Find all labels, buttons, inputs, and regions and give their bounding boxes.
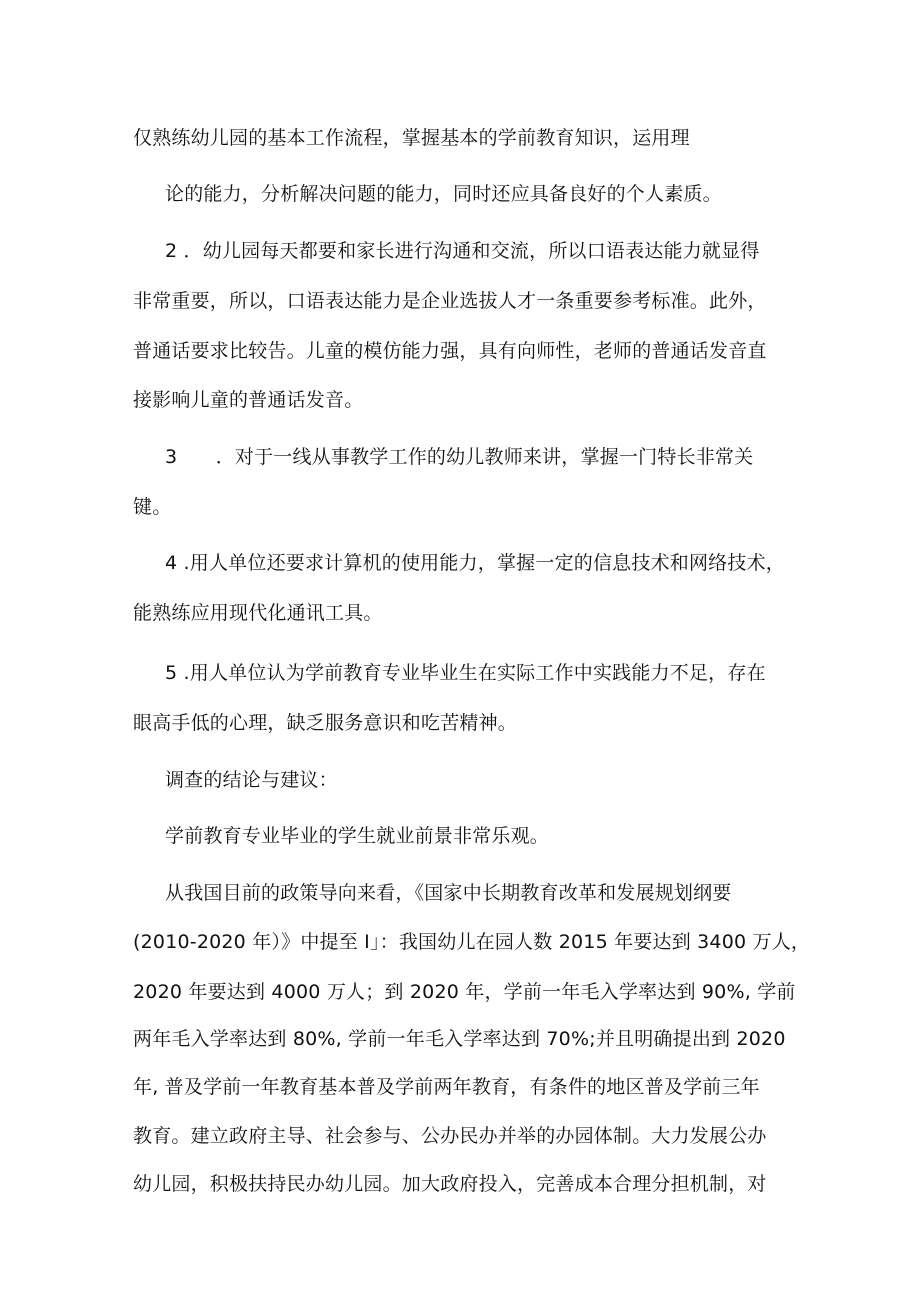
text-line: 教育。建立政府主导、社会参与、公办民办并举的办园体制。大力发展公办: [133, 1125, 767, 1147]
text-line: 5 .用人单位认为学前教育专业毕业生在实际工作中实践能力不足，存在: [165, 662, 766, 684]
text-line: 接影响儿童的普通话发音。: [133, 389, 364, 411]
text-line: 键。: [133, 496, 172, 518]
text-line: 眼高手低的心理，缺乏服务意识和吃苦精神。: [133, 712, 518, 734]
text-line: (2010-2020 年）》中提至 I」：我国幼儿在园人数 2015 年要达到 3400 万人，: [133, 931, 811, 953]
text-line: 2 ．幼儿园每天都要和家长进行沟通和交流，所以口语表达能力就显得: [165, 240, 760, 262]
text-line: 非常重要，所以，口语表达能力是企业选拔人才一条重要参考标准。此外，: [133, 290, 767, 312]
text-line: 论的能力，分析解决问题的能力，同时还应具备良好的个人素质。: [165, 183, 722, 205]
text-line: 从我国目前的政策导向来看，《国家中长期教育改革和发展规划纲要: [165, 882, 732, 904]
text-line: 仅熟练幼儿园的基本工作流程，掌握基本的学前教育知识，运用理: [133, 127, 690, 149]
text-line: 2020 年要达到 4000 万人；到 2020 年，学前一年毛入学率达到 90%, 学前: [133, 981, 796, 1003]
text-line: 学前教育专业毕业的学生就业前景非常乐观。: [165, 825, 550, 847]
text-line: 幼儿园，积极扶持民办幼儿园。加大政府投入，完善成本合理分担机制，对: [133, 1173, 767, 1195]
section-heading: 调查的结论与建议：: [165, 769, 338, 791]
text-line: 普通话要求比较告。儿童的模仿能力强，具有向师性，老师的普通话发音直: [133, 340, 767, 362]
text-line: 两年毛入学率达到 80%, 学前一年毛入学率达到 70%;并且明确提出到 2020: [133, 1028, 786, 1050]
text-line: 年, 普及学前一年教育基本普及学前两年教育，有条件的地区普及学前三年: [133, 1076, 760, 1098]
text-line: 能熟练应用现代化通讯工具。: [133, 602, 383, 624]
text-line: 4 .用人单位还要求计算机的使用能力，掌握一定的信息技术和网络技术，: [165, 552, 785, 574]
text-line: 3 ．对于一线从事教学工作的幼儿教师来讲，掌握一门特长非常关: [165, 446, 754, 468]
